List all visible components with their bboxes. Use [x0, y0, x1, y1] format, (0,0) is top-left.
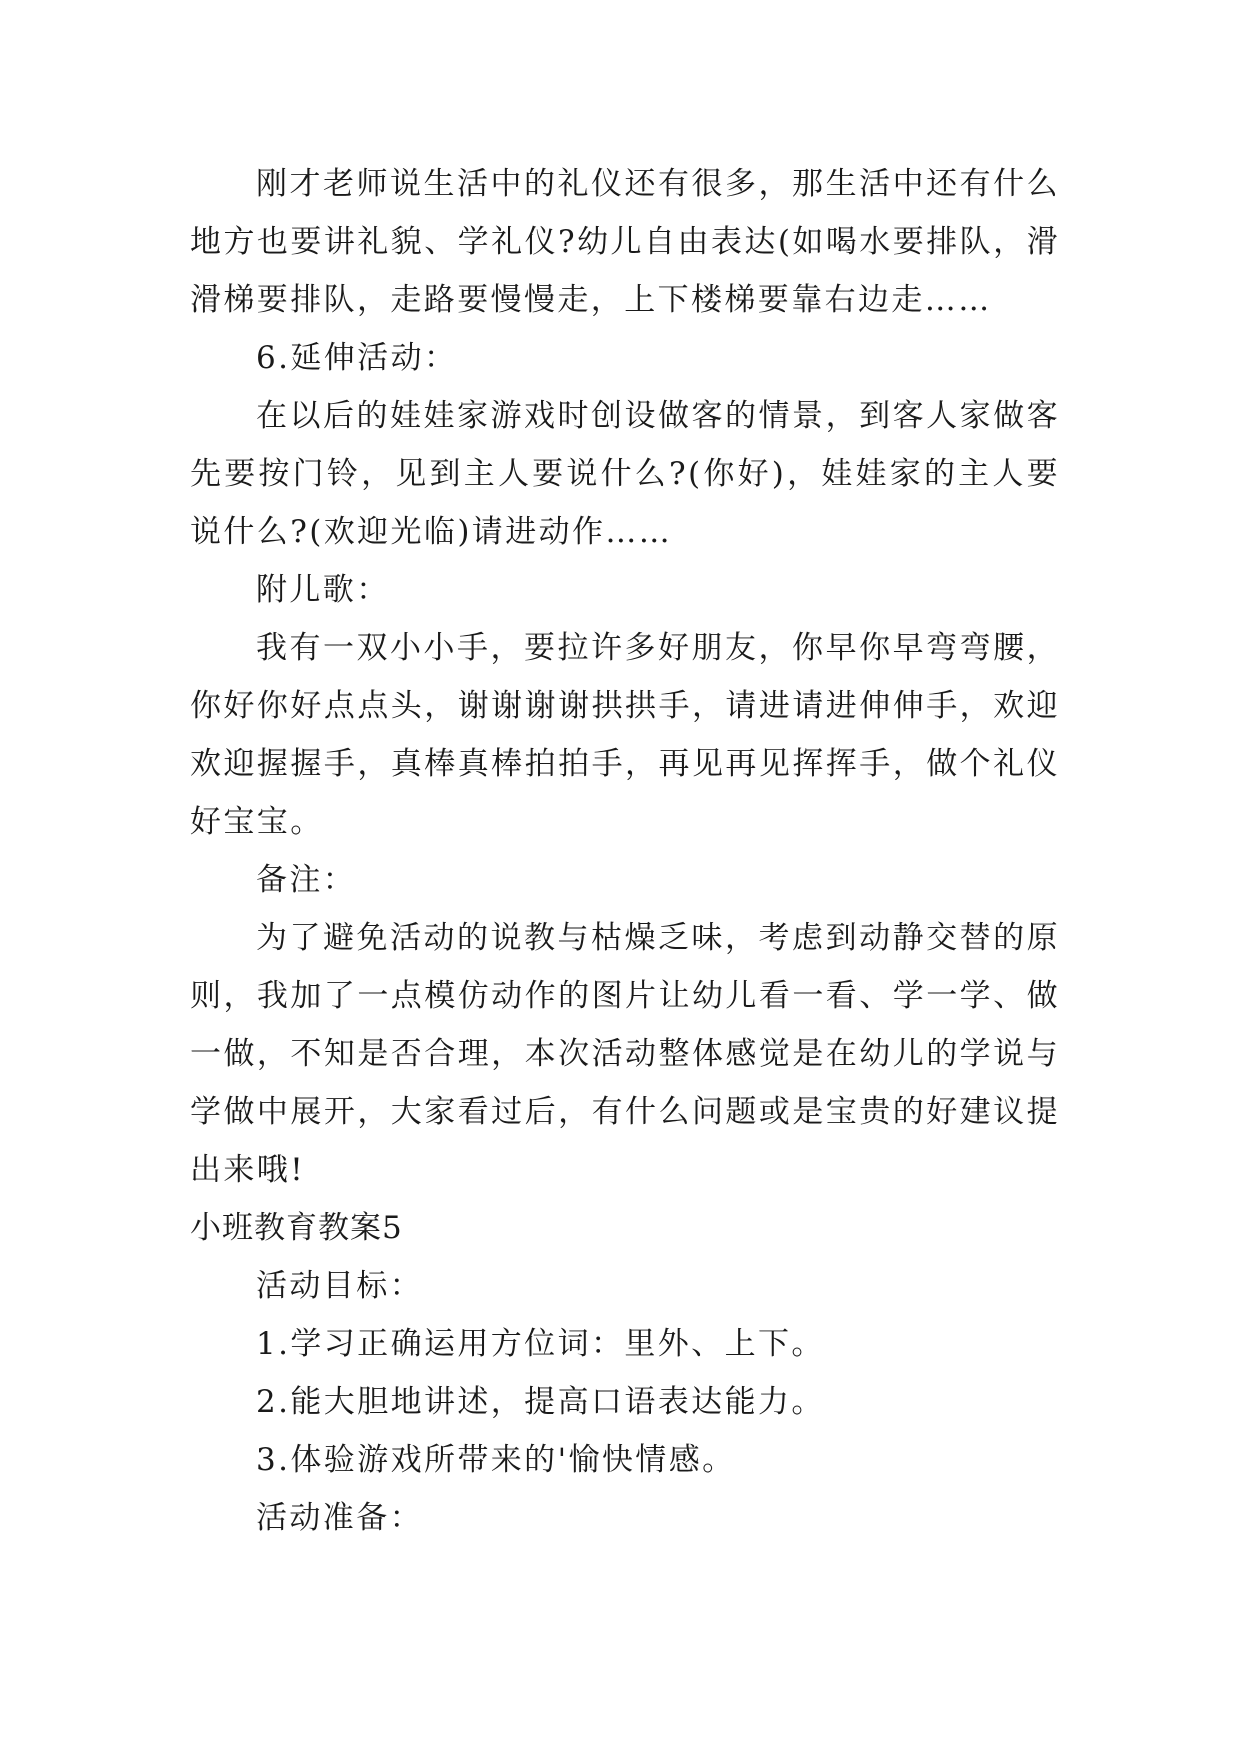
paragraph-goal-1: 1.学习正确运用方位词：里外、上下。 [256, 1326, 825, 1362]
document-body [190, 155, 1060, 1547]
paragraph-extension-activity: 在以后的娃娃家游戏时创设做客的情景，到客人家做客先要按门铃，见到主人要说什么?(你好)，娃娃家的主人要说什么?(欢迎光临)请进动作…… [190, 398, 1060, 550]
paragraph-goal-2: 2.能大胆地讲述，提高口语表达能力。 [256, 1384, 825, 1420]
paragraph-notes-heading: 备注： [256, 862, 357, 898]
paragraph-preparation-heading: 活动准备： [256, 1500, 423, 1536]
section-title: 小班教育教案5 [190, 1210, 403, 1246]
paragraph-notes: 为了避免活动的说教与枯燥乏味，考虑到动静交替的原则，我加了一点模仿动作的图片让幼儿看一看、学一学、做一做，不知是否合理，本次活动整体感觉是在幼儿的学说与学做中展开，大家看过后，有什么问题或是宝贵的好建议提出来哦! [190, 920, 1060, 1188]
paragraph-etiquette-discussion: 刚才老师说生活中的礼仪还有很多，那生活中还有什么地方也要讲礼貌、学礼仪?幼儿自由表达(如喝水要排队，滑滑梯要排队，走路要慢慢走，上下楼梯要靠右边走…… [190, 166, 1060, 318]
paragraph-song-heading: 附儿歌： [256, 572, 390, 608]
paragraph-goals-heading: 活动目标： [256, 1268, 423, 1304]
paragraph-song-lyrics: 我有一双小小手，要拉许多好朋友，你早你早弯弯腰，你好你好点点头，谢谢谢谢拱拱手，请进请进伸伸手，欢迎欢迎握握手，真棒真棒拍拍手，再见再见挥挥手，做个礼仪好宝宝。 [190, 630, 1060, 840]
paragraph-goal-3: 3.体验游戏所带来的'愉快情感。 [256, 1442, 736, 1478]
paragraph-extension-heading: 6.延伸活动： [256, 340, 458, 376]
